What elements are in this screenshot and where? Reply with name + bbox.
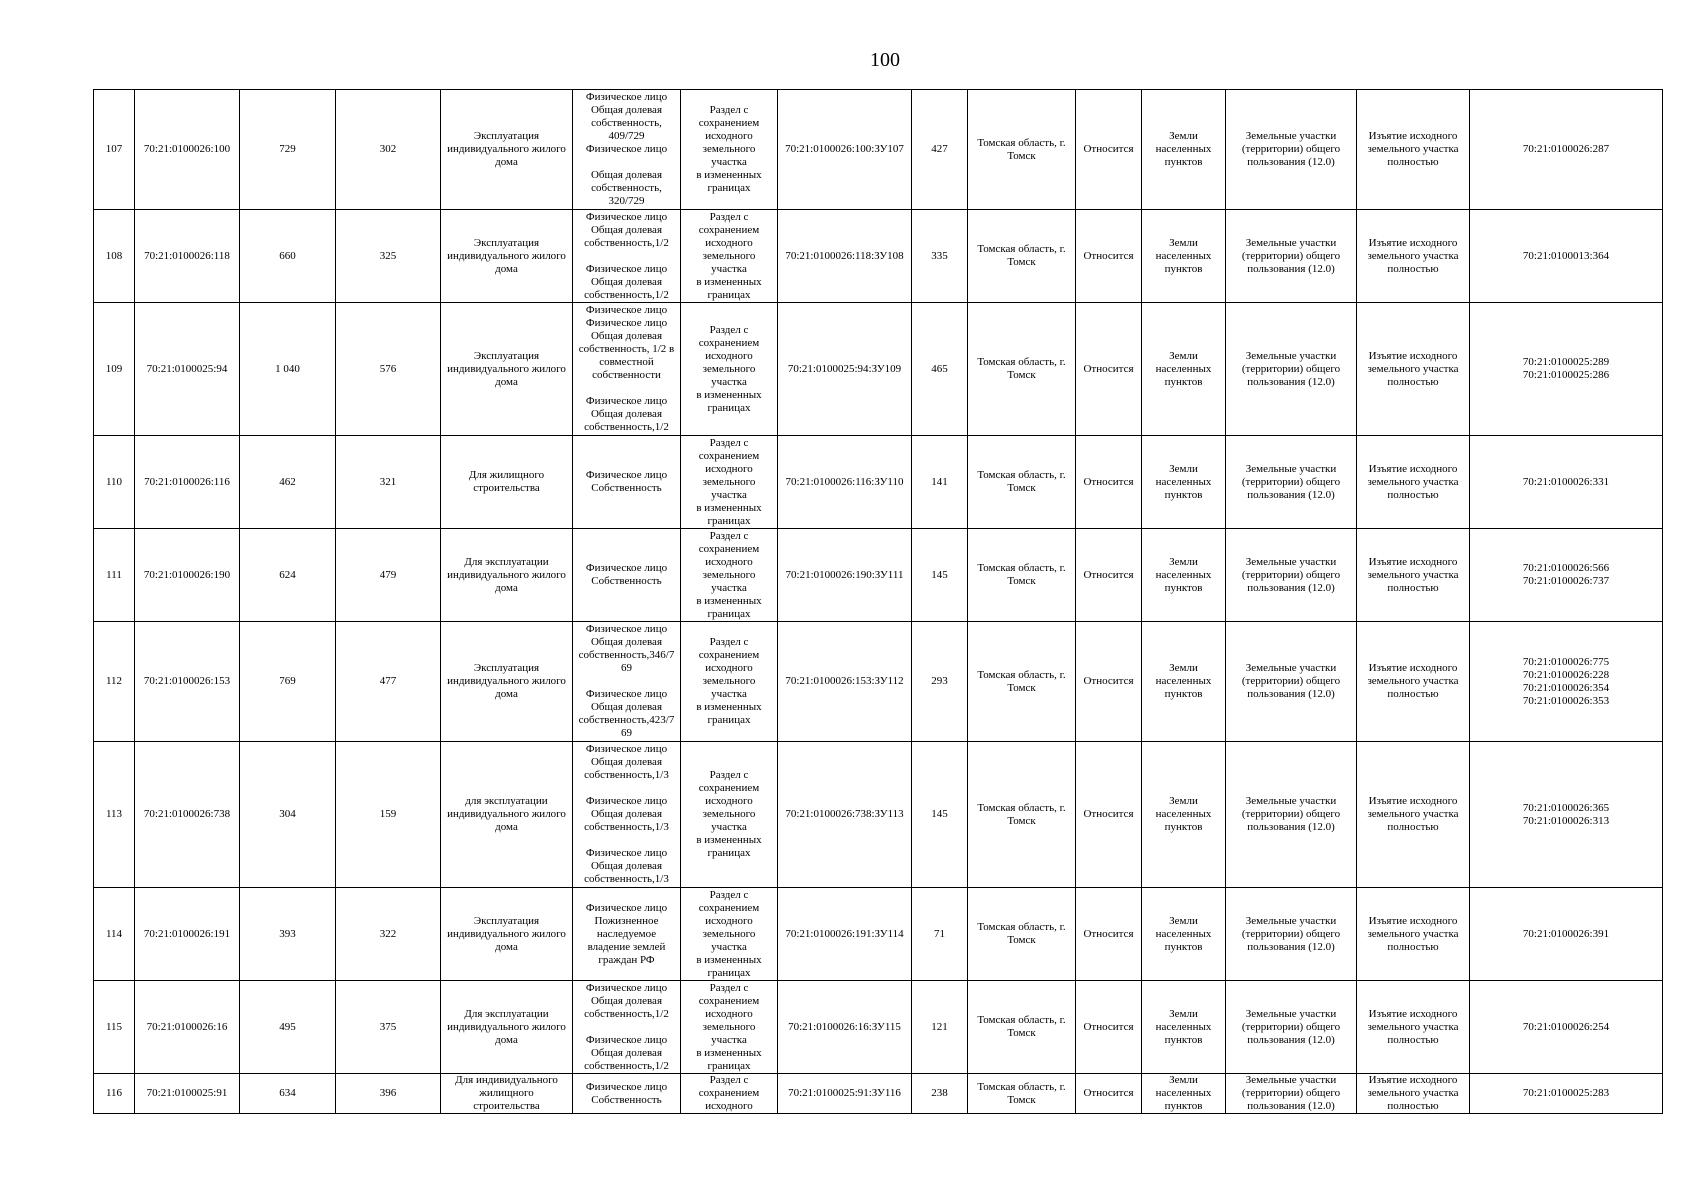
formation-method-cell: Раздел с сохранением исходного земельного участка в измененных границах [681,888,778,981]
row-number-cell: 107 [94,90,135,210]
table-row [94,888,1663,981]
total-area-cell: 624 [240,529,336,622]
seized-area-cell: 375 [336,981,441,1074]
address-cell: Томская область, г. Томск [968,90,1076,210]
seizure-type-cell: Изъятие исходного земельного участка полностью [1357,888,1470,981]
new-permitted-use-cell: Земельные участки (территории) общего пользования (12.0) [1226,303,1357,436]
owner-rights-cell: Физическое лицо Собственность [573,529,681,622]
formation-method-cell: Раздел с сохранением исходного [681,1074,778,1114]
capital-objects-cell: 70:21:0100026:254 [1470,981,1663,1074]
permitted-use-cell: Для индивидуального жилищного строительства [441,1074,573,1114]
owner-rights-cell: Физическое лицо Общая долевая собственность,1/3 Физическое лицо Общая долевая собственность,1/3 Физическое лицо Общая долевая собственность,1/3 [573,742,681,888]
total-area-cell: 304 [240,742,336,888]
owner-rights-cell: Физическое лицо Общая долевая собственность,1/2 Физическое лицо Общая долевая собственность,1/2 [573,210,681,303]
land-category-cell: Земли населенных пунктов [1142,436,1226,529]
land-category-cell: Земли населенных пунктов [1142,529,1226,622]
row-number-cell: 108 [94,210,135,303]
relation-cell: Относится [1076,981,1142,1074]
total-area-cell: 393 [240,888,336,981]
address-cell: Томская область, г. Томск [968,1074,1076,1114]
owner-rights-cell: Физическое лицо Пожизненное наследуемое владение землей граждан РФ [573,888,681,981]
capital-objects-cell: 70:21:0100026:775 70:21:0100026:228 70:21:0100026:354 70:21:0100026:353 [1470,622,1663,742]
new-permitted-use-cell: Земельные участки (территории) общего пользования (12.0) [1226,436,1357,529]
table-row [94,981,1663,1074]
land-category-cell: Земли населенных пунктов [1142,622,1226,742]
formation-method-cell: Раздел с сохранением исходного земельного участка в измененных границах [681,90,778,210]
owner-rights-cell: Физическое лицо Общая долевая собственность,346/7 69 Физическое лицо Общая долевая собственность,423/7 69 [573,622,681,742]
total-area-cell: 634 [240,1074,336,1114]
new-permitted-use-cell: Земельные участки (территории) общего пользования (12.0) [1226,529,1357,622]
seizure-type-cell: Изъятие исходного земельного участка полностью [1357,981,1470,1074]
owner-rights-cell: Физическое лицо Собственность [573,1074,681,1114]
cadastral-number-cell: 70:21:0100026:190 [135,529,240,622]
cadastral-number-cell: 70:21:0100025:91 [135,1074,240,1114]
row-number-cell: 115 [94,981,135,1074]
new-plot-area-cell: 427 [912,90,968,210]
new-plot-designation-cell: 70:21:0100026:738:ЗУ113 [778,742,912,888]
cadastral-number-cell: 70:21:0100026:100 [135,90,240,210]
capital-objects-cell: 70:21:0100026:331 [1470,436,1663,529]
table-row [94,210,1663,303]
new-plot-designation-cell: 70:21:0100025:91:ЗУ116 [778,1074,912,1114]
land-category-cell: Земли населенных пунктов [1142,742,1226,888]
row-number-cell: 116 [94,1074,135,1114]
relation-cell: Относится [1076,1074,1142,1114]
seizure-type-cell: Изъятие исходного земельного участка полностью [1357,90,1470,210]
capital-objects-cell: 70:21:0100026:287 [1470,90,1663,210]
formation-method-cell: Раздел с сохранением исходного земельного участка в измененных границах [681,436,778,529]
new-plot-area-cell: 141 [912,436,968,529]
new-permitted-use-cell: Земельные участки (территории) общего пользования (12.0) [1226,1074,1357,1114]
seizure-type-cell: Изъятие исходного земельного участка полностью [1357,210,1470,303]
permitted-use-cell: Для эксплуатации индивидуального жилого дома [441,529,573,622]
relation-cell: Относится [1076,303,1142,436]
row-number-cell: 110 [94,436,135,529]
row-number-cell: 112 [94,622,135,742]
total-area-cell: 1 040 [240,303,336,436]
permitted-use-cell: Эксплуатация индивидуального жилого дома [441,90,573,210]
address-cell: Томская область, г. Томск [968,210,1076,303]
land-category-cell: Земли населенных пунктов [1142,888,1226,981]
address-cell: Томская область, г. Томск [968,888,1076,981]
permitted-use-cell: для эксплуатации индивидуального жилого дома [441,742,573,888]
formation-method-cell: Раздел с сохранением исходного земельного участка в измененных границах [681,742,778,888]
new-plot-area-cell: 293 [912,622,968,742]
formation-method-cell: Раздел с сохранением исходного земельного участка в измененных границах [681,303,778,436]
address-cell: Томская область, г. Томск [968,742,1076,888]
seizure-type-cell: Изъятие исходного земельного участка полностью [1357,1074,1470,1114]
new-plot-area-cell: 465 [912,303,968,436]
owner-rights-cell: Физическое лицо Физическое лицо Общая долевая собственность, 1/2 в совместной собственности Физическое лицо Общая долевая собственность,1/2 [573,303,681,436]
seized-area-cell: 479 [336,529,441,622]
relation-cell: Относится [1076,210,1142,303]
new-permitted-use-cell: Земельные участки (территории) общего пользования (12.0) [1226,888,1357,981]
relation-cell: Относится [1076,529,1142,622]
relation-cell: Относится [1076,888,1142,981]
cadastral-number-cell: 70:21:0100026:738 [135,742,240,888]
new-plot-designation-cell: 70:21:0100026:191:ЗУ114 [778,888,912,981]
seizure-type-cell: Изъятие исходного земельного участка полностью [1357,742,1470,888]
seized-area-cell: 325 [336,210,441,303]
seized-area-cell: 322 [336,888,441,981]
permitted-use-cell: Эксплуатация индивидуального жилого дома [441,888,573,981]
new-plot-designation-cell: 70:21:0100026:16:ЗУ115 [778,981,912,1074]
address-cell: Томская область, г. Томск [968,529,1076,622]
row-number-cell: 114 [94,888,135,981]
land-category-cell: Земли населенных пунктов [1142,90,1226,210]
row-number-cell: 111 [94,529,135,622]
seized-area-cell: 159 [336,742,441,888]
capital-objects-cell: 70:21:0100026:391 [1470,888,1663,981]
address-cell: Томская область, г. Томск [968,303,1076,436]
table-row [94,90,1663,210]
relation-cell: Относится [1076,742,1142,888]
seizure-type-cell: Изъятие исходного земельного участка полностью [1357,303,1470,436]
owner-rights-cell: Физическое лицо Общая долевая собственность, 409/729 Физическое лицо Общая долевая собственность, 320/729 [573,90,681,210]
new-permitted-use-cell: Земельные участки (территории) общего пользования (12.0) [1226,981,1357,1074]
total-area-cell: 462 [240,436,336,529]
land-category-cell: Земли населенных пунктов [1142,303,1226,436]
new-permitted-use-cell: Земельные участки (территории) общего пользования (12.0) [1226,90,1357,210]
cadastral-number-cell: 70:21:0100026:118 [135,210,240,303]
row-number-cell: 109 [94,303,135,436]
seized-area-cell: 396 [336,1074,441,1114]
new-plot-designation-cell: 70:21:0100026:100:ЗУ107 [778,90,912,210]
total-area-cell: 495 [240,981,336,1074]
cadastral-number-cell: 70:21:0100025:94 [135,303,240,436]
seized-area-cell: 576 [336,303,441,436]
table-row [94,1074,1663,1114]
relation-cell: Относится [1076,90,1142,210]
seized-area-cell: 477 [336,622,441,742]
new-permitted-use-cell: Земельные участки (территории) общего пользования (12.0) [1226,210,1357,303]
formation-method-cell: Раздел с сохранением исходного земельного участка в измененных границах [681,622,778,742]
table-row [94,303,1663,436]
new-plot-area-cell: 145 [912,529,968,622]
seizure-type-cell: Изъятие исходного земельного участка полностью [1357,529,1470,622]
formation-method-cell: Раздел с сохранением исходного земельного участка в измененных границах [681,529,778,622]
relation-cell: Относится [1076,622,1142,742]
formation-method-cell: Раздел с сохранением исходного земельного участка в измененных границах [681,981,778,1074]
seized-area-cell: 321 [336,436,441,529]
page-number: 100 [870,49,900,71]
address-cell: Томская область, г. Томск [968,622,1076,742]
new-permitted-use-cell: Земельные участки (территории) общего пользования (12.0) [1226,622,1357,742]
permitted-use-cell: Эксплуатация индивидуального жилого дома [441,303,573,436]
land-category-cell: Земли населенных пунктов [1142,981,1226,1074]
capital-objects-cell: 70:21:0100026:365 70:21:0100026:313 [1470,742,1663,888]
seized-area-cell: 302 [336,90,441,210]
seizure-type-cell: Изъятие исходного земельного участка полностью [1357,622,1470,742]
permitted-use-cell: Для эксплуатации индивидуального жилого дома [441,981,573,1074]
owner-rights-cell: Физическое лицо Собственность [573,436,681,529]
owner-rights-cell: Физическое лицо Общая долевая собственность,1/2 Физическое лицо Общая долевая собственность,1/2 [573,981,681,1074]
cadastral-number-cell: 70:21:0100026:153 [135,622,240,742]
permitted-use-cell: Для жилищного строительства [441,436,573,529]
new-plot-designation-cell: 70:21:0100026:118:ЗУ108 [778,210,912,303]
cadastral-number-cell: 70:21:0100026:116 [135,436,240,529]
land-category-cell: Земли населенных пунктов [1142,1074,1226,1114]
new-plot-area-cell: 238 [912,1074,968,1114]
table-row [94,529,1663,622]
new-plot-area-cell: 71 [912,888,968,981]
land-plot-table [93,89,1663,1114]
row-number-cell: 113 [94,742,135,888]
total-area-cell: 660 [240,210,336,303]
table-row [94,742,1663,888]
relation-cell: Относится [1076,436,1142,529]
new-plot-area-cell: 145 [912,742,968,888]
table-row [94,436,1663,529]
address-cell: Томская область, г. Томск [968,436,1076,529]
cadastral-number-cell: 70:21:0100026:16 [135,981,240,1074]
new-plot-designation-cell: 70:21:0100026:116:ЗУ110 [778,436,912,529]
new-plot-area-cell: 335 [912,210,968,303]
address-cell: Томская область, г. Томск [968,981,1076,1074]
permitted-use-cell: Эксплуатация индивидуального жилого дома [441,210,573,303]
formation-method-cell: Раздел с сохранением исходного земельного участка в измененных границах [681,210,778,303]
permitted-use-cell: Эксплуатация индивидуального жилого дома [441,622,573,742]
total-area-cell: 729 [240,90,336,210]
new-plot-area-cell: 121 [912,981,968,1074]
capital-objects-cell: 70:21:0100025:289 70:21:0100025:286 [1470,303,1663,436]
new-plot-designation-cell: 70:21:0100026:153:ЗУ112 [778,622,912,742]
capital-objects-cell: 70:21:0100013:364 [1470,210,1663,303]
capital-objects-cell: 70:21:0100025:283 [1470,1074,1663,1114]
land-category-cell: Земли населенных пунктов [1142,210,1226,303]
seizure-type-cell: Изъятие исходного земельного участка полностью [1357,436,1470,529]
capital-objects-cell: 70:21:0100026:566 70:21:0100026:737 [1470,529,1663,622]
table-row [94,622,1663,742]
new-plot-designation-cell: 70:21:0100026:190:ЗУ111 [778,529,912,622]
new-permitted-use-cell: Земельные участки (территории) общего пользования (12.0) [1226,742,1357,888]
new-plot-designation-cell: 70:21:0100025:94:ЗУ109 [778,303,912,436]
cadastral-number-cell: 70:21:0100026:191 [135,888,240,981]
total-area-cell: 769 [240,622,336,742]
